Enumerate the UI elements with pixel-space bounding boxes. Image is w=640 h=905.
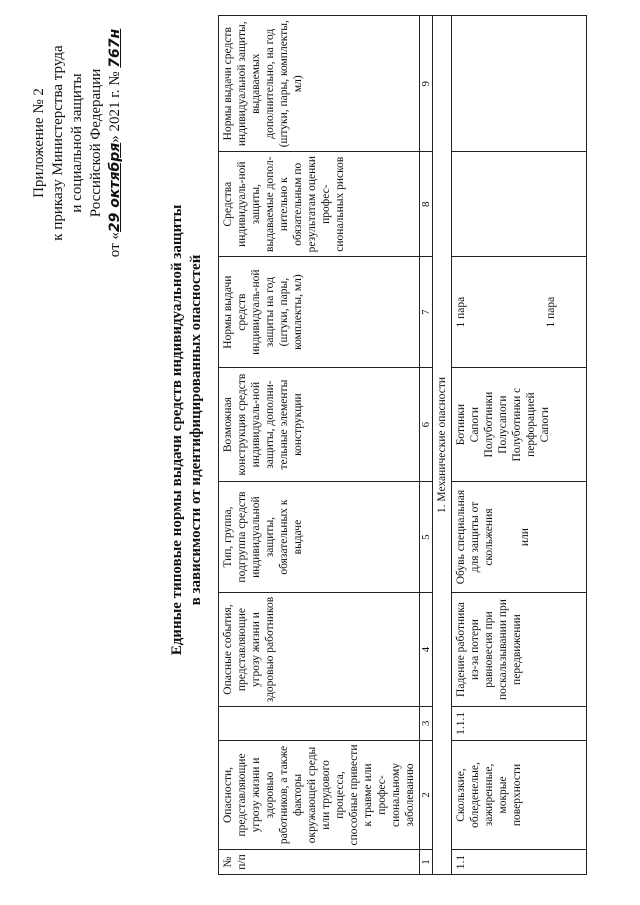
row-extra-ppe xyxy=(452,152,587,257)
column-number: 4 xyxy=(420,593,433,707)
ppe-type-text: Обувь специальная для защиты от скольжения xyxy=(455,489,495,585)
date-mid: 2021 г. № xyxy=(107,71,123,132)
row-number: 1.1 xyxy=(452,850,587,875)
column-number: 5 xyxy=(420,481,433,592)
row-extra-norms xyxy=(452,16,587,152)
row-construction xyxy=(452,368,587,482)
header-ppe-type: Тип, группа, подгруппа средств индивидуальной защиты, обязательных к выдаче xyxy=(219,481,420,592)
annex-date-line: от «29 октября» 2021 г. № 767н xyxy=(107,28,123,258)
section-row xyxy=(433,16,452,875)
header-extra-ppe: Средства индивидуаль-ной защиты, выдаваемые допол-нительно к обязательным по результатам оценки профес-сиональных рисков xyxy=(219,152,420,257)
row-event: Падение работника из-за потери равновесия при поскальзывании при передвижении xyxy=(452,593,587,707)
construction-item: Полуботинки с перфорацией xyxy=(511,387,537,462)
header-code xyxy=(219,706,420,740)
column-number: 7 xyxy=(420,256,433,367)
construction-item: Сапоги xyxy=(469,406,481,443)
table-row xyxy=(452,16,587,875)
column-number: 2 xyxy=(420,740,433,849)
title-line-1: Единые типовые нормы выдачи средств индивидуальной защиты xyxy=(169,204,185,656)
column-number: 6 xyxy=(420,368,433,482)
document-title xyxy=(168,35,206,825)
header-number: № п/п xyxy=(219,850,420,875)
ppe-norms-table xyxy=(218,15,587,875)
row-norms xyxy=(452,256,587,367)
construction-item: Полуботинки xyxy=(483,391,495,458)
norm-value: 1 пара xyxy=(455,296,467,328)
annex-line-1: Приложение № 2 xyxy=(31,88,47,198)
section-title: 1. Механические опасности xyxy=(433,16,452,875)
handwritten-number: 767н xyxy=(107,28,123,68)
header-row xyxy=(219,16,420,875)
row-ppe-type xyxy=(452,481,587,592)
column-number: 9 xyxy=(420,16,433,152)
construction-item: Сапоги xyxy=(539,406,551,443)
ppe-type-or: или xyxy=(519,528,531,547)
column-number-row xyxy=(420,16,433,875)
construction-item: Ботинки xyxy=(455,403,467,446)
construction-item: Полусапоги xyxy=(497,395,509,454)
date-prefix: от « xyxy=(107,232,123,258)
column-number: 1 xyxy=(420,850,433,875)
annex-line-4: Российской Федерации xyxy=(88,68,104,218)
header-norms: Нормы выдачи средств индивидуаль-ной защиты на год (штуки, пары, комплекты, мл) xyxy=(219,256,420,367)
annex-header xyxy=(30,13,125,273)
column-number: 3 xyxy=(420,706,433,740)
header-extra-norms: Нормы выдачи средств индивидуальной защиты, выдаваемых дополнительно, на год (штуки, пары, комплекты, мл) xyxy=(219,16,420,152)
header-construction: Возможная конструкция средств индивидуаль-ной защиты, дополни-тельные элементы конструкции xyxy=(219,368,420,482)
column-number: 8 xyxy=(420,152,433,257)
row-code: 1.1.1 xyxy=(452,706,587,740)
handwritten-date: 29 октября xyxy=(107,142,123,233)
row-hazard: Скользкие, обледенелые, зажиренные, мокрые поверхности xyxy=(452,740,587,849)
title-line-2: в зависимости от идентифицированных опасностей xyxy=(188,254,204,606)
annex-line-2: к приказу Министерства труда xyxy=(50,45,66,241)
annex-line-3: и социальной защиты xyxy=(69,73,85,213)
header-event: Опасные события, представляющие угрозу жизни и здоровью работников xyxy=(219,593,420,707)
header-hazard: Опасности, представляющие угрозу жизни и здоровью работников, а также факторы окружающей среды или трудового процесса, способные привести к травме или профес-сиональному заболеванию xyxy=(219,740,420,849)
norm-value: 1 пара xyxy=(545,296,557,328)
